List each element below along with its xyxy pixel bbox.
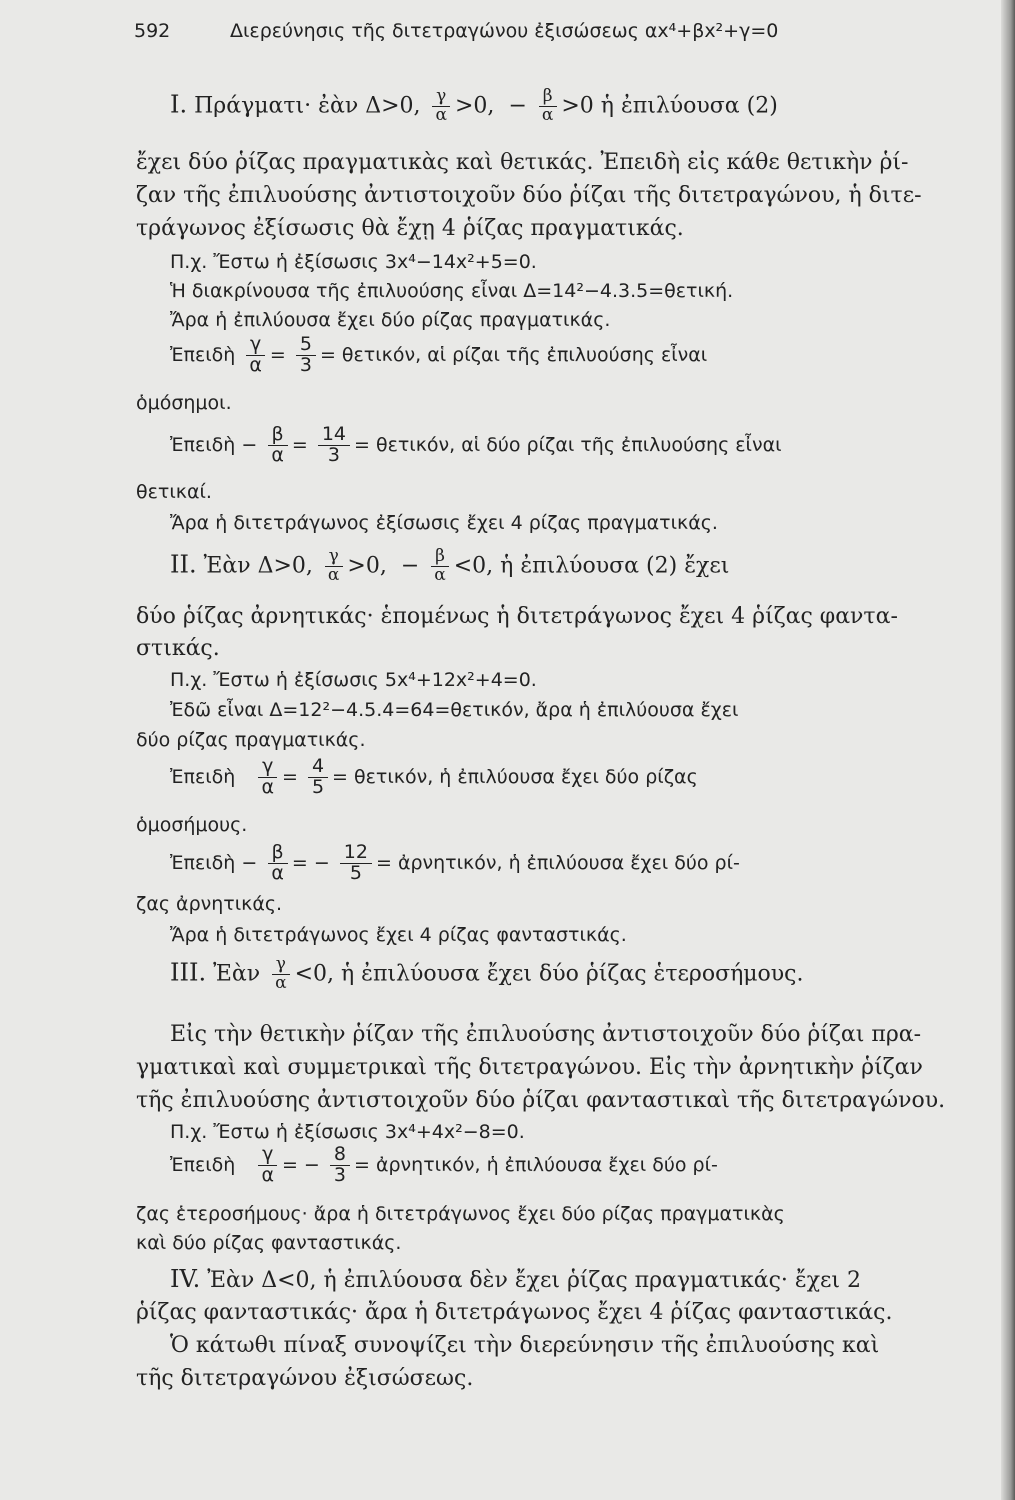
case1-heading: I. Πράγματι· ἐὰν Δ>0, $\frac{\gamma}{\alpha}$ >0, − $\frac{\beta}{\alpha}$ >0 ἡ ἐπιλύουσα (2) <box>170 86 778 125</box>
fraction: $\frac{\gamma}{\alpha}$ <box>257 757 278 798</box>
page-number: 592 <box>134 20 171 42</box>
example-line: ζας ἑτεροσήμους· ἄρα ἡ διτετράγωνος ἔχει δύο ρίζας πραγματικὰς <box>136 1203 785 1225</box>
fraction: $\frac{5}{3}$ <box>296 335 316 376</box>
fraction: $\frac{\beta}{\alpha}$ <box>430 548 449 585</box>
example-line: ζας ἀρνητικάς. <box>136 893 283 915</box>
example-line: Π.χ. Ἔστω ἡ ἐξίσωσις 3x⁴+4x²−8=0. <box>170 1121 525 1143</box>
case3-heading: III. Ἐὰν $\frac{\gamma}{\alpha}$ <0, ἡ ἐπιλύουσα ἔχει δύο ῥίζας ἑτεροσήμους. <box>170 954 804 993</box>
example-line: Ἐπειδὴ $\frac{\gamma}{\alpha}$ = $\frac{5}{3}$ = θετικόν, αἱ ρίζαι τῆς ἐπιλυούσης εἶναι <box>170 333 708 376</box>
example-line: Ἡ διακρίνουσα τῆς ἐπιλυούσης εἶναι Δ=14²−4.3.5=θετική. <box>170 280 734 302</box>
paragraph-line: Ὁ κάτωθι πίναξ συνοψίζει τὴν διερεύνησιν τῆς ἐπιλυούσης καὶ <box>170 1333 880 1358</box>
case2-numeral: II. <box>170 550 197 579</box>
paragraph-line: Εἰς τὴν θετικὴν ῥίζαν τῆς ἐπιλυούσης ἀντιστοιχοῦν δύο ῥίζαι πρα- <box>170 1022 922 1047</box>
paragraph-line: τράγωνος ἐξίσωσις θὰ ἔχῃ 4 ῥίζας πραγματικάς. <box>136 216 684 241</box>
conclusion-line: Ἄρα ἡ διτετράγωνος ἐξίσωσις ἔχει 4 ρίζας πραγματικάς. <box>170 512 718 534</box>
case4-heading: IV. Ἐὰν Δ<0, ἡ ἐπιλύουσα δὲν ἔχει ῥίζας πραγματικάς· ἔχει 2 <box>170 1265 862 1293</box>
example-line: Ἐπειδὴ $\frac{\gamma}{\alpha}$ = − $\frac{8}{3}$ = ἀρνητικόν, ἡ ἐπιλύουσα ἔχει δύο ρί- <box>170 1143 718 1186</box>
case2-heading: II. Ἐὰν Δ>0, $\frac{\gamma}{\alpha}$ >0, − $\frac{\beta}{\alpha}$ <0, ἡ ἐπιλύουσα (2) ἔχει <box>170 546 730 585</box>
running-header: Διερεύνησις τῆς διτετραγώνου ἐξισώσεως αx⁴+βx²+γ=0 <box>230 20 779 42</box>
paragraph-line: τῆς ἐπιλυούσης ἀντιστοιχοῦν δύο ῥίζαι φανταστικαὶ τῆς διτετραγώνου. <box>136 1088 946 1113</box>
paragraph-line: ἔχει δύο ῥίζας πραγματικὰς καὶ θετικάς. Ἐπειδὴ εἰς κάθε θετικὴν ῥί- <box>136 150 909 175</box>
fraction: $\frac{\beta}{\alpha}$ <box>538 88 557 125</box>
fraction: $\frac{\beta}{\alpha}$ <box>267 843 288 884</box>
paragraph-line: στικάς. <box>136 636 220 661</box>
example-line: Ἐπειδὴ − $\frac{\beta}{\alpha}$ = $\frac{14}{3}$ = θετικόν, αἱ δύο ρίζαι τῆς ἐπιλυούσης εἶναι <box>170 423 782 466</box>
example-line: Π.χ. Ἔστω ἡ ἐξίσωσις 3x⁴−14x²+5=0. <box>170 251 537 273</box>
example-line: Π.χ. Ἔστω ἡ ἐξίσωσις 5x⁴+12x²+4=0. <box>170 669 537 691</box>
example-line: δύο ρίζας πραγματικάς. <box>136 729 366 751</box>
paragraph-line: δύο ῥίζας ἀρνητικάς· ἑπομένως ἡ διτετράγωνος ἔχει 4 ῥίζας φαντα- <box>136 604 898 629</box>
example-line: Ἄρα ἡ ἐπιλύουσα ἔχει δύο ρίζας πραγματικάς. <box>170 309 611 331</box>
example-line: καὶ δύο ρίζας φανταστικάς. <box>136 1232 402 1254</box>
fraction: $\frac{\gamma}{\alpha}$ <box>432 88 451 125</box>
case4-numeral: IV. <box>170 1265 201 1293</box>
fraction: $\frac{\gamma}{\alpha}$ <box>324 548 343 585</box>
fraction: $\frac{8}{3}$ <box>330 1145 350 1186</box>
conclusion-line: Ἄρα ἡ διτετράγωνος ἔχει 4 ρίζας φανταστικάς. <box>170 924 627 946</box>
paragraph-line: ῥίζας φανταστικάς· ἄρα ἡ διτετράγωνος ἔχει 4 ῥίζας φανταστικάς. <box>136 1300 893 1325</box>
case3-numeral: III. <box>170 958 207 987</box>
fraction: $\frac{\gamma}{\alpha}$ <box>271 956 290 993</box>
example-line: ὁμόσημοι. <box>136 392 232 414</box>
example-line: θετικαί. <box>136 481 212 503</box>
fraction: $\frac{4}{5}$ <box>308 757 328 798</box>
example-line: Ἐπειδὴ − $\frac{\beta}{\alpha}$ = − $\frac{12}{5}$ = ἀρνητικόν, ἡ ἐπιλύουσα ἔχει δύο ρί- <box>170 841 740 884</box>
paragraph-line: τῆς διτετραγώνου ἐξισώσεως. <box>136 1366 474 1391</box>
case1-numeral: I. <box>170 90 188 119</box>
example-line: Ἐπειδὴ $\frac{\gamma}{\alpha}$ = $\frac{4}{5}$ = θετικόν, ἡ ἐπιλύουσα ἔχει δύο ρίζας <box>170 755 698 798</box>
example-line: ὁμοσήμους. <box>136 814 248 836</box>
paragraph-line: γματικαὶ καὶ συμμετρικαὶ τῆς διτετραγώνου. Εἰς τὴν ἀρνητικὴν ῥίζαν <box>136 1055 923 1080</box>
fraction: $\frac{12}{5}$ <box>340 843 372 884</box>
fraction: $\frac{\gamma}{\alpha}$ <box>245 335 266 376</box>
fraction: $\frac{\gamma}{\alpha}$ <box>257 1145 278 1186</box>
example-line: Ἐδῶ εἶναι Δ=12²−4.5.4=64=θετικόν, ἄρα ἡ ἐπιλύουσα ἔχει <box>170 699 739 721</box>
page-edge-shadow <box>1001 0 1015 1500</box>
fraction: $\frac{14}{3}$ <box>318 425 350 466</box>
fraction: $\frac{\beta}{\alpha}$ <box>267 425 288 466</box>
paragraph-line: ζαν τῆς ἐπιλυούσης ἀντιστοιχοῦν δύο ῥίζαι τῆς διτετραγώνου, ἡ διτε- <box>136 183 922 208</box>
